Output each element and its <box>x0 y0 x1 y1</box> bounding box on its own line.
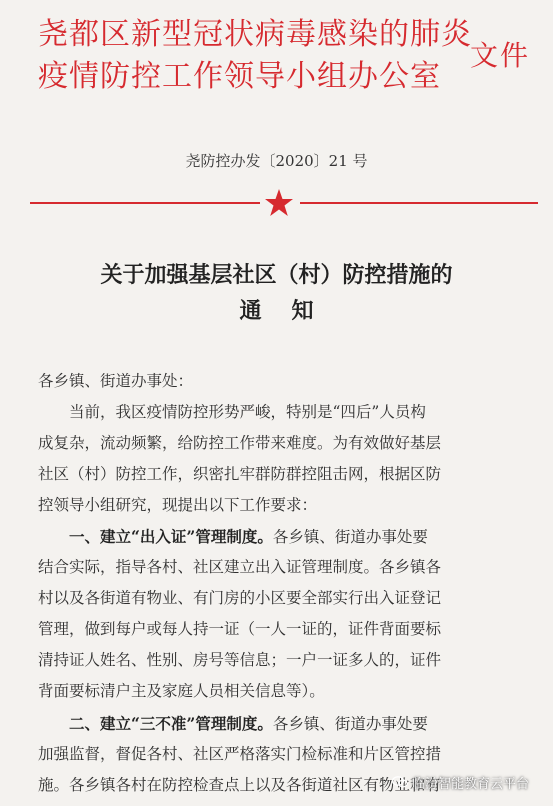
salutation-text: 各乡镇、街道办事处： <box>38 372 194 390</box>
red-rule-left <box>30 202 260 204</box>
red-star-icon <box>264 188 294 218</box>
section-one <box>38 521 518 707</box>
notice-title-line1: 关于加强基层社区（村）防控措施的 <box>100 263 453 288</box>
header-suffix: 文件 <box>470 39 531 72</box>
text-line: 控领导小组研究，现提出以下工作要求： <box>38 496 318 514</box>
watermark-text: 临汾智能教育云平台 <box>412 777 530 792</box>
section-one-first-text: 各乡镇、街道办事处要 <box>272 528 428 546</box>
section-one-heading: 一、建立“出入证”管理制度。 <box>69 527 273 546</box>
paragraph-intro <box>38 397 518 521</box>
section-two-first-line <box>38 708 518 739</box>
wechat-logo-icon <box>392 776 408 788</box>
text-line: 结合实际，指导各村、社区建立出入证管理制度。各乡镇各 <box>38 558 442 576</box>
header-title-line1: 尧都区新型冠状病毒感染的肺炎 <box>38 17 472 52</box>
text-line: 施。各乡镇各村在防控检查点上以及各街道社区有物业和有 <box>38 776 442 794</box>
text-line: 清持证人姓名、性别、房号等信息；一户一证多人的，证件 <box>38 651 442 669</box>
section-two-first-text: 各乡镇、街道办事处要 <box>272 715 428 733</box>
notice-title-line2: 通知 <box>239 299 344 324</box>
text-line: 背面要标清户主及家庭人员相关信息等）。 <box>38 682 325 700</box>
text-line: 村以及各街道有物业、有门房的小区要全部实行出入证登记 <box>38 589 442 607</box>
salutation <box>38 366 518 397</box>
text-line: 成复杂，流动频繁，给防控工作带来难度。为有效做好基层 <box>38 434 442 452</box>
text-line: 加强监督，督促各村、社区严格落实门检标准和片区管控措 <box>38 745 442 763</box>
text-line: 管理，做到每户或每人持一证（一人一证的，证件背面要标 <box>38 620 442 638</box>
document-number: 尧防控办发〔2020〕21 号 <box>185 152 368 170</box>
text-line: 社区（村）防控工作，织密扎牢群防群控阻击网，根据区防 <box>38 465 442 483</box>
red-rule-right <box>300 202 538 204</box>
text-line: 当前，我区疫情防控形势严峻，特别是“四后”人员构 <box>69 403 426 421</box>
section-two-heading: 二、建立“三不准”管理制度。 <box>69 714 273 733</box>
section-one-first-line <box>38 521 518 552</box>
header-title-line2: 疫情防控工作领导小组办公室 <box>38 59 441 94</box>
